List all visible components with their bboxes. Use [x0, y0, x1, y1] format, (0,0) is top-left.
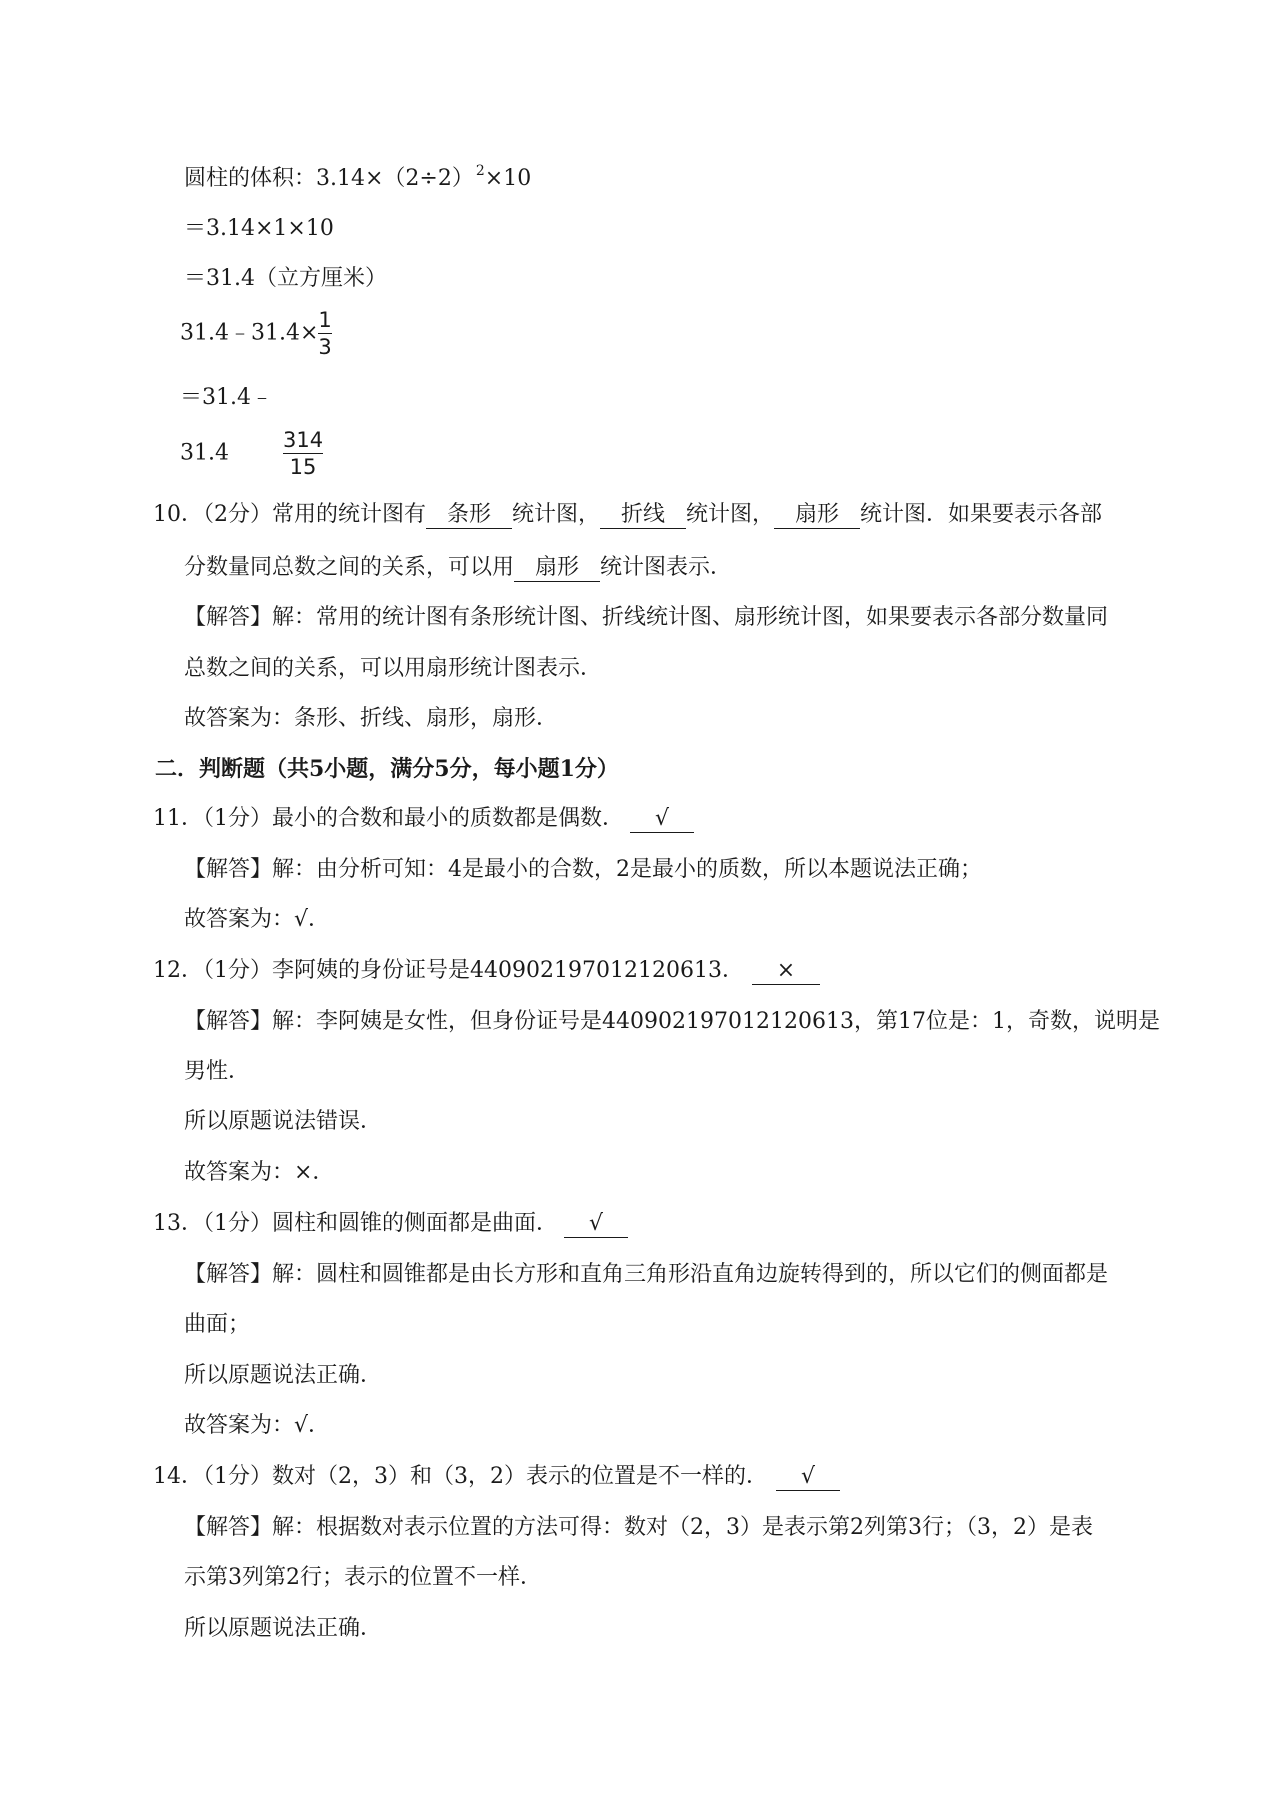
- answer-blank: 折线: [600, 502, 686, 529]
- solution-11: 【解答】解：由分析可知：4是最小的合数，2是最小的质数，所以本题说法正确；: [184, 857, 982, 882]
- solution-13-line-2: 曲面；: [184, 1312, 251, 1337]
- solution-13-line-3: 所以原题说法正确．: [184, 1363, 383, 1388]
- solution-12-line-2: 男性．: [184, 1059, 251, 1084]
- solution-12-line-1: 【解答】解：李阿姨是女性，但身份证号是440902197012120613，第17位是：1，奇数，说明是: [184, 1009, 1160, 1034]
- denominator: 15: [289, 455, 317, 479]
- solution-10-line-2: 总数之间的关系，可以用扇形统计图表示．: [184, 656, 603, 681]
- section-heading: 二．判断题（共5小题，满分5分，每小题1分）: [155, 756, 619, 782]
- solution-13-line-1: 【解答】解：圆柱和圆锥都是由长方形和直角三角形沿直角边旋转得到的，所以它们的侧面都是: [184, 1262, 1109, 1287]
- fraction-314-15: [283, 428, 323, 479]
- question-13: [153, 1209, 628, 1239]
- calc-line-6: [180, 428, 323, 479]
- solution-14-line-3: 所以原题说法正确．: [184, 1616, 383, 1641]
- question-text: 统计图表示．: [600, 555, 733, 580]
- question-11: [153, 804, 694, 834]
- calc-line-5: ＝31.4﹣: [180, 385, 273, 410]
- question-10-cont: [184, 553, 732, 583]
- numerator: 314: [282, 428, 324, 452]
- calc-text: 31.4﹣31.4×: [180, 320, 319, 346]
- fraction-bar: [318, 333, 331, 334]
- numerator: 1: [318, 308, 332, 332]
- answer-blank: √: [776, 1464, 840, 1491]
- calc-text: 圆柱的体积：3.14×（2÷2）: [184, 166, 474, 191]
- question-text: 统计图．如果要表示各部: [860, 502, 1103, 527]
- answer-blank: 扇形: [514, 555, 600, 582]
- exponent: 2: [475, 163, 485, 179]
- question-12: [153, 956, 820, 986]
- question-text: 统计图，: [686, 502, 775, 527]
- answer-blank: √: [630, 806, 694, 833]
- question-text: 13．（1分）圆柱和圆锥的侧面都是曲面．: [153, 1211, 558, 1236]
- calc-line-3: ＝31.4（立方厘米）: [184, 266, 387, 291]
- calc-line-4: [180, 308, 332, 359]
- solution-12-line-3: 所以原题说法错误．: [184, 1109, 383, 1134]
- question-text: 12．（1分）李阿姨的身份证号是440902197012120613．: [153, 958, 744, 983]
- fraction-one-third: [318, 308, 331, 359]
- calc-text: 31.4: [180, 440, 229, 466]
- solution-14-line-2: 示第3列第2行；表示的位置不一样．: [184, 1565, 542, 1590]
- fraction-bar: [283, 453, 323, 454]
- answer-blank: 扇形: [774, 502, 860, 529]
- question-text: 分数量同总数之间的关系，可以用: [184, 555, 515, 580]
- calc-line-2: ＝3.14×1×10: [184, 216, 334, 241]
- solution-14-line-1: 【解答】解：根据数对表示位置的方法可得：数对（2，3）是表示第2列第3行；（3，2）是表: [184, 1515, 1093, 1540]
- calc-text: ×10: [484, 166, 532, 191]
- answer-blank: ×: [752, 958, 820, 985]
- question-text: 14．（1分）数对（2，3）和（3，2）表示的位置是不一样的．: [153, 1464, 768, 1489]
- answer-blank: 条形: [426, 502, 512, 529]
- calc-line-1: [184, 164, 531, 196]
- question-text: 统计图，: [512, 502, 601, 527]
- question-text: 10．（2分）常用的统计图有: [153, 502, 426, 527]
- answer-11: 故答案为：√．: [184, 907, 331, 932]
- answer-13: 故答案为：√．: [184, 1413, 331, 1438]
- answer-blank: √: [564, 1211, 628, 1238]
- question-10: [153, 500, 1102, 530]
- answer-12: 故答案为：×．: [184, 1160, 335, 1185]
- denominator: 3: [318, 335, 332, 359]
- answer-10: 故答案为：条形、折线、扇形，扇形．: [184, 706, 559, 731]
- solution-10-line-1: 【解答】解：常用的统计图有条形统计图、折线统计图、扇形统计图，如果要表示各部分数量同: [184, 605, 1109, 630]
- question-text: 11．（1分）最小的合数和最小的质数都是偶数．: [153, 806, 624, 831]
- question-14: [153, 1462, 840, 1492]
